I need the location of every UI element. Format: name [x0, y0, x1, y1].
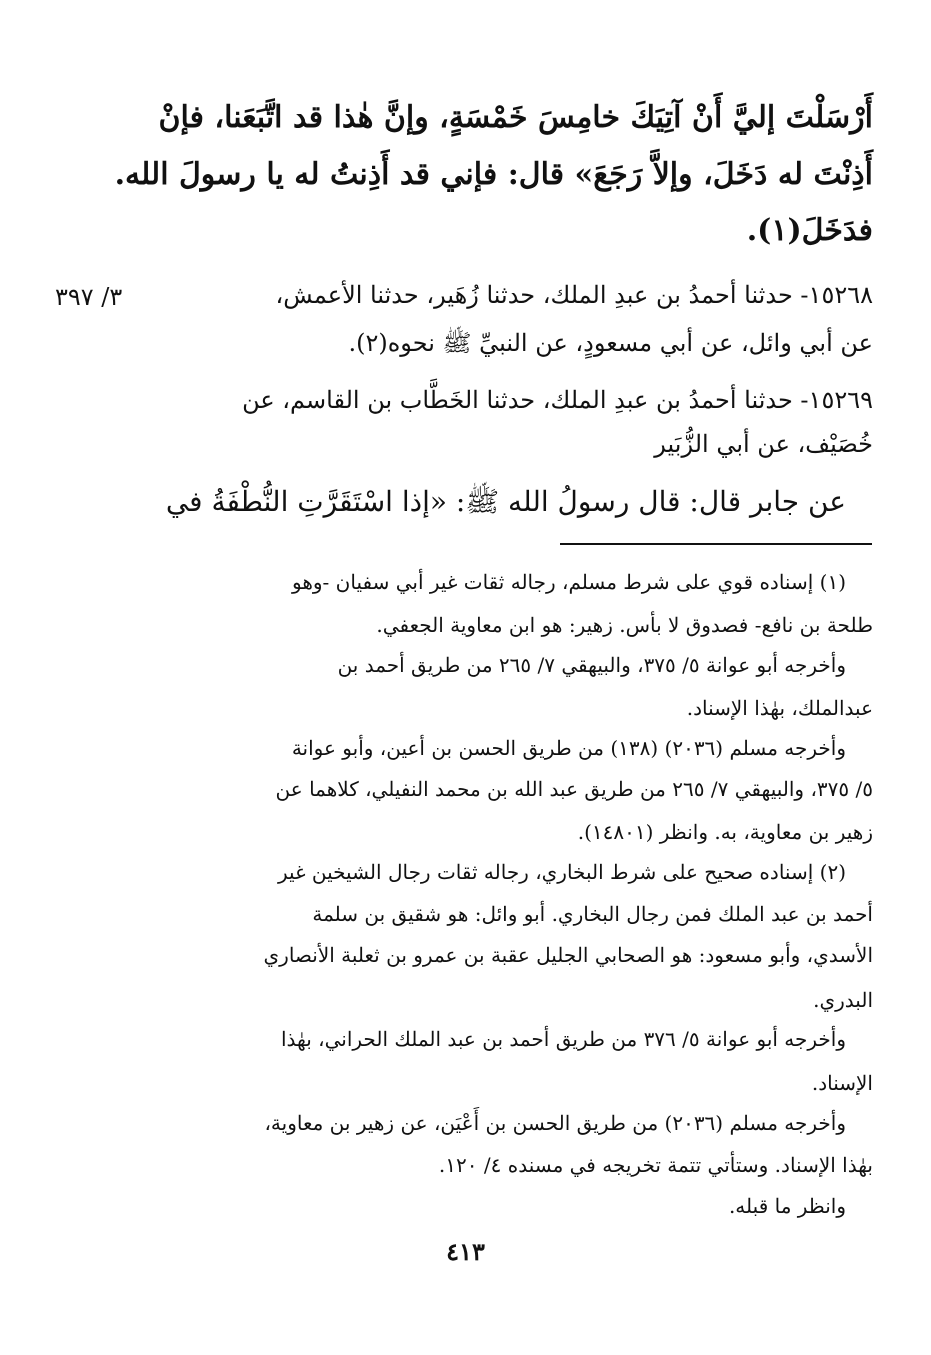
footnote-line: ٥/ ٣٧٥، والبيهقي ٧/ ٢٦٥ من طريق عبد الله بن محمد النفيلي، كلاهما عن: [275, 777, 873, 801]
footnote-line: الإسناد.: [811, 1071, 873, 1095]
footnote-line: عبدالملك، بهٰذا الإسناد.: [686, 696, 873, 720]
main-text-line-2: أَذِنْتَ له دَخَلَ، وإلاَّ رَجَعَ» قال: فإني قد أَذِنتُ له يا رسولَ الله.: [114, 157, 873, 192]
footnote-line: البدري.: [813, 988, 873, 1012]
main-text-line-1: أَرْسَلْتَ إليَّ أَنْ آتِيَكَ خامِسَ خَمْسَةٍ، وإنَّ هٰذا قد اتَّبَعَنا، فإنْ: [158, 100, 873, 135]
footnote-line: وأخرجه أبو عوانة ٥/ ٣٧٦ من طريق أحمد بن عبد الملك الحراني، بهٰذا: [280, 1027, 846, 1051]
hadith-15269-line-3: عن جابر قال: قال رسولُ الله ﷺ: «إذا اسْتَقَرَّتِ النُّطْفَةُ في: [165, 485, 846, 518]
footnote-line: بهٰذا الإسناد. وستأتي تتمة تخريجه في مسنده ٤/ ١٢٠.: [438, 1153, 873, 1177]
footnote-line: (٢) إسناده صحيح على شرط البخاري، رجاله ثقات رجال الشيخين غير: [278, 860, 846, 884]
footnote-line: أحمد بن عبد الملك فمن رجال البخاري. أبو وائل: هو شقيق بن سلمة: [312, 902, 873, 926]
footnote-line: وانظر ما قبله.: [728, 1194, 846, 1218]
margin-volume-page-reference: ٣/ ٣٩٧: [55, 283, 123, 311]
footnote-line: الأسدي، وأبو مسعود: هو الصحابي الجليل عقبة بن عمرو بن ثعلبة الأنصاري: [263, 943, 873, 967]
main-text-line-3: فدَخَلَ(١).: [746, 213, 873, 248]
footnote-line: وأخرجه مسلم (٢٠٣٦) من طريق الحسن بن أَعْيَن، عن زهير بن معاوية،: [264, 1111, 846, 1135]
footnote-line: زهير بن معاوية، به. وانظر (١٤٨٠١).: [577, 820, 873, 844]
footnote-line: وأخرجه مسلم (٢٠٣٦) (١٣٨) من طريق الحسن بن أعين، وأبو عوانة: [291, 736, 846, 760]
footnote-line: وأخرجه أبو عوانة ٥/ ٣٧٥، والبيهقي ٧/ ٢٦٥ من طريق أحمد بن: [337, 653, 846, 677]
footnote-line: (١) إسناده قوي على شرط مسلم، رجاله ثقات غير أبي سفيان -وهو: [292, 570, 846, 594]
hadith-15268-line-2: عن أبي وائل، عن أبي مسعودٍ، عن النبيِّ ﷺ نحوه(٢).: [348, 329, 873, 357]
hadith-15269-line-2: خُصَيْف، عن أبي الزُّبَير: [654, 430, 873, 458]
page-number: ٤١٣: [446, 1237, 485, 1266]
footnote-line: طلحة بن نافع- فصدوق لا بأس. زهير: هو ابن معاوية الجعفي.: [376, 613, 873, 637]
footnote-separator: [560, 543, 872, 545]
hadith-15269-line-1: ١٥٢٦٩- حدثنا أحمدُ بن عبدِ الملك، حدثنا الخَطَّاب بن القاسم، عن: [242, 386, 873, 414]
hadith-15268-line-1: ١٥٢٦٨- حدثنا أحمدُ بن عبدِ الملك، حدثنا زُهَير، حدثنا الأعمش،: [275, 281, 873, 309]
